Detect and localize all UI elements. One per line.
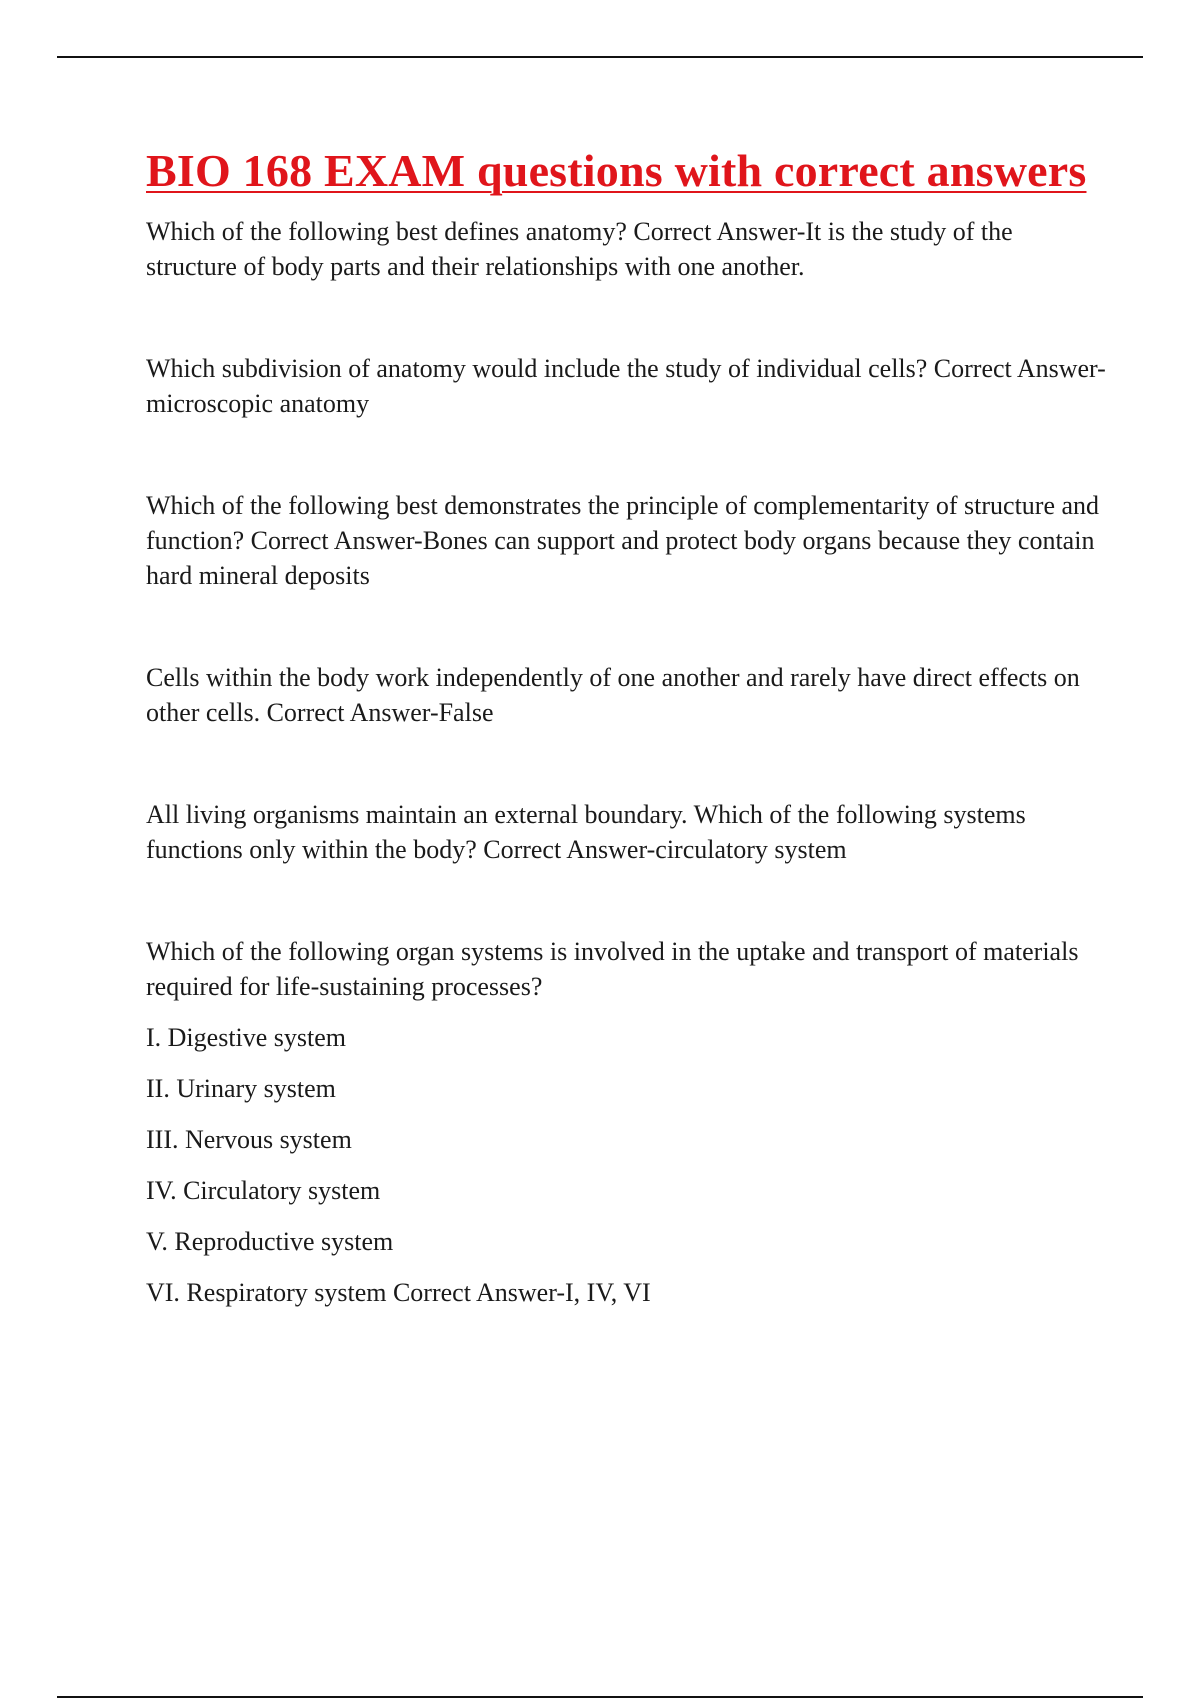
option-reproductive: V. Reproductive system xyxy=(146,1227,394,1256)
question-list xyxy=(146,214,1106,1310)
question-item xyxy=(146,214,1106,284)
footer-rule xyxy=(57,1696,1143,1698)
question-text: Cells within the body work independently of one another and rarely have direct effects on other cells. Correct Answer-False xyxy=(146,663,1080,727)
question-item xyxy=(146,660,1106,730)
question-item xyxy=(146,488,1106,593)
option-digestive: I. Digestive system xyxy=(146,1023,347,1052)
option-urinary: II. Urinary system xyxy=(146,1074,336,1103)
question-item xyxy=(146,934,1106,1310)
option-respiratory: VI. Respiratory system Correct Answer-I, IV, VI xyxy=(146,1278,651,1307)
document-page xyxy=(146,140,1106,1326)
question-text: Which of the following organ systems is involved in the uptake and transport of materials required for life-sustaining processes? xyxy=(146,937,1079,1001)
question-item xyxy=(146,797,1106,867)
question-item xyxy=(146,351,1106,421)
question-text: All living organisms maintain an external boundary. Which of the following systems functions only within the body? Correct Answer-circulatory system xyxy=(146,800,1026,864)
document-title: BIO 168 EXAM questions with correct answers xyxy=(146,145,1087,196)
option-nervous: III. Nervous system xyxy=(146,1125,352,1154)
question-text: Which subdivision of anatomy would include the study of individual cells? Correct Answer-microscopic anatomy xyxy=(146,354,1106,418)
option-list xyxy=(146,1020,1106,1310)
option-circulatory: IV. Circulatory system xyxy=(146,1176,381,1205)
header-rule xyxy=(57,56,1143,58)
question-text: Which of the following best demonstrates the principle of complementarity of structure and function? Correct Answer-Bones can support and protect body organs because they contain hard mineral deposits xyxy=(146,491,1100,590)
question-text: Which of the following best defines anatomy? Correct Answer-It is the study of the structure of body parts and their relationships with one another. xyxy=(146,217,1013,281)
